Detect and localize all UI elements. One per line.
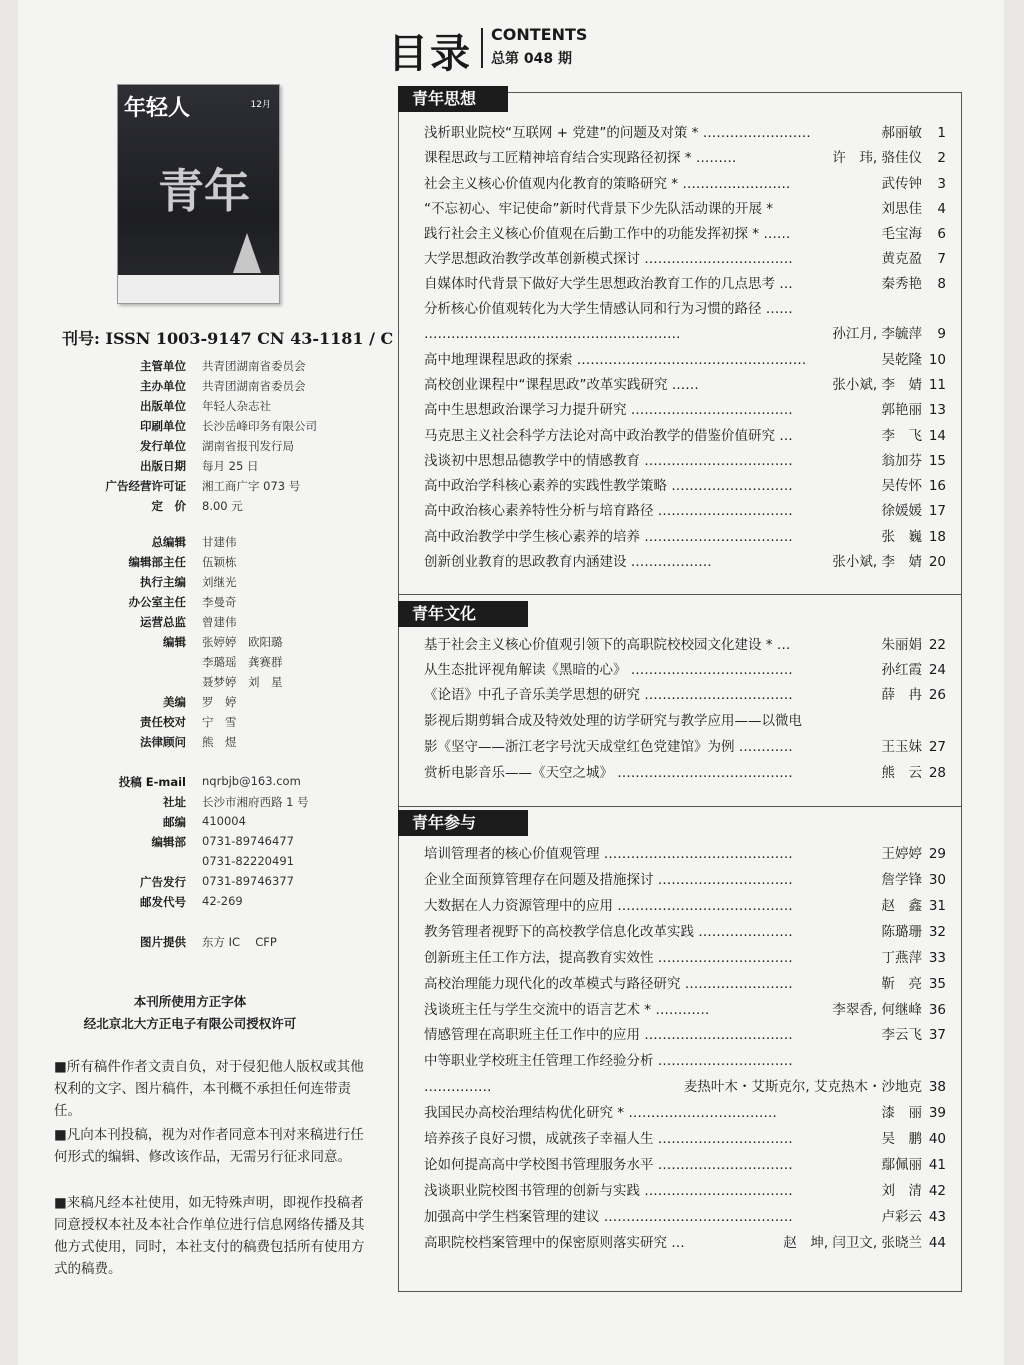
entry-page: 30 [928, 872, 946, 888]
masthead-value: 410004 [202, 814, 246, 828]
toc-entry[interactable] [424, 374, 946, 396]
entry-title: 高中政治教学中学生核心素养的培养 …………………………… [424, 529, 793, 545]
section-heading: 青年文化 [398, 601, 528, 627]
entry-page: 9 [937, 326, 946, 342]
masthead-label: 出版日期 [140, 459, 186, 473]
toc-entry[interactable] [424, 659, 946, 681]
entry-title: 高中生思想政治课学习力提升研究 ……………………………… [424, 402, 793, 418]
entry-page: 14 [928, 428, 946, 444]
entry-page: 33 [928, 950, 946, 966]
entry-page: 11 [928, 377, 946, 393]
masthead-value: 长沙市湘府西路 1 号 [202, 795, 309, 809]
entry-author: 麦热叶木・艾斯克尔, 艾克热木・沙地克 [683, 1079, 922, 1095]
entry-page: 1 [937, 125, 946, 141]
entry-author: 靳 亮 [881, 976, 922, 992]
entry-author: 漆 丽 [881, 1105, 922, 1121]
masthead-value: 张婷婷 欧阳璐 [202, 635, 283, 649]
toc-entry[interactable] [424, 762, 946, 784]
toc-entry[interactable] [424, 248, 946, 270]
entry-author: 武传钟 [881, 176, 922, 192]
toc-entry[interactable] [424, 710, 946, 732]
toc-entry[interactable] [424, 1050, 946, 1072]
toc-entry[interactable] [424, 147, 946, 169]
issn-line: 刊号: ISSN 1003-9147 CN 43-1181 / C [62, 329, 394, 348]
entry-title: …………… [424, 1079, 492, 1095]
entry-title: 从生态批评视角解读《黑暗的心》 ……………………………… [424, 662, 793, 678]
masthead-value: 8.00 元 [202, 499, 243, 513]
entry-title: 创新班主任工作方法，提高教育实效性 ………………………… [424, 950, 793, 966]
masthead-value: 罗 婷 [202, 695, 237, 709]
entry-title: 高中政治学科核心素养的实践性教学策略 ……………………… [424, 478, 793, 494]
toc-entry[interactable] [424, 895, 946, 917]
entry-title: 中等职业学校班主任管理工作经验分析 ………………………… [424, 1053, 793, 1069]
entry-page: 38 [928, 1079, 946, 1095]
entry-page: 32 [928, 924, 946, 940]
entry-page: 29 [928, 846, 946, 862]
entry-author: 熊 云 [881, 765, 922, 781]
entry-author: 徐媛媛 [881, 503, 922, 519]
title-divider [481, 28, 483, 68]
entry-page: 22 [928, 637, 946, 653]
entry-title: 基于社会主义核心价值观引领下的高职院校校园文化建设 * … [424, 637, 791, 653]
entry-title: 我国民办高校治理结构优化研究 * …………………………… [424, 1105, 777, 1121]
entry-author: 孙江月, 李毓萍 [832, 326, 922, 342]
entry-page: 39 [928, 1105, 946, 1121]
toc-entry[interactable] [424, 1102, 946, 1124]
masthead-label: 编辑部 [151, 835, 186, 849]
toc-entry[interactable] [424, 1232, 946, 1254]
entry-author: 卢彩云 [881, 1209, 922, 1225]
entry-title: 高中政治核心素养特性分析与培育路径 ………………………… [424, 503, 793, 519]
masthead-value: 曾建伟 [202, 615, 237, 629]
toc-entry[interactable] [424, 122, 946, 144]
entry-author: 王婷婷 [881, 846, 922, 862]
entry-author: 吴乾隆 [881, 352, 922, 368]
entry-author: 陈璐珊 [881, 924, 922, 940]
entry-author: 李翠香, 何继峰 [832, 1002, 922, 1018]
entry-page: 42 [928, 1183, 946, 1199]
masthead-value: 东方 IC CFP [202, 935, 277, 949]
entry-title: 培训管理者的核心价值观管理 …………………………………… [424, 846, 793, 862]
entry-title: 高校治理能力现代化的改革模式与路径研究 …………………… [424, 976, 793, 992]
masthead-label: 投稿 E-mail [118, 775, 186, 789]
masthead-label: 法律顾问 [140, 735, 186, 749]
entry-author: 鄢佩丽 [881, 1157, 922, 1173]
entry-title: 影《坚守——浙江老字号沈天成堂红色党建馆》为例 ………… [424, 739, 793, 755]
entry-author: 刘思佳 [881, 201, 922, 217]
page-title: 目录 [388, 31, 472, 77]
entry-page: 20 [928, 554, 946, 570]
masthead-label: 总编辑 [151, 535, 186, 549]
cover-title: 年轻人 [124, 96, 191, 121]
entry-title: 加强高中学生档案管理的建议 …………………………………… [424, 1209, 793, 1225]
entry-page: 18 [928, 529, 946, 545]
toc-entry[interactable] [424, 1180, 946, 1202]
entry-title: 浅谈班主任与学生交流中的语言艺术 * ………… [424, 1002, 710, 1018]
masthead-label: 编辑 [163, 635, 186, 649]
license-line-2: 经北京北大方正电子有限公司授权许可 [83, 1016, 297, 1031]
entry-title: 高中地理课程思政的探索 …………………………………………… [424, 352, 807, 368]
entry-page: 7 [937, 251, 946, 267]
entry-page: 31 [928, 898, 946, 914]
entry-title: “不忘初心、牢记使命”新时代背景下少先队活动课的开展 * [424, 201, 774, 217]
entry-author: 郝丽敏 [881, 125, 922, 141]
entry-title: 情感管理在高职班主任工作中的应用 …………………………… [424, 1027, 793, 1043]
entry-author: 黄克盈 [881, 251, 922, 267]
entry-author: 吴 鹏 [881, 1131, 922, 1147]
toc-entry[interactable] [424, 298, 946, 320]
license-line-1: 本刊所使用方正字体 [133, 994, 247, 1009]
entry-page: 35 [928, 976, 946, 992]
masthead-value: 甘建伟 [202, 535, 237, 549]
entry-page: 28 [928, 765, 946, 781]
entry-author: 赵 鑫 [881, 898, 922, 914]
entry-author: 张 巍 [881, 529, 922, 545]
masthead-value: 伍颖栋 [202, 555, 237, 569]
toc-entry[interactable] [424, 869, 946, 891]
masthead-value: 0731-82220491 [202, 854, 294, 868]
entry-title: 马克思主义社会科学方法论对高中政治教学的借鉴价值研究 … [424, 428, 793, 444]
masthead-label: 邮发代号 [140, 895, 186, 909]
toc-entry[interactable] [424, 921, 946, 943]
entry-page: 4 [937, 201, 946, 217]
notice-2: ■凡向本刊投稿，视为对作者同意本刊对来稿进行任何形式的编辑、修改该作品，无需另行征求同意。 [54, 1127, 364, 1165]
entry-page: 40 [928, 1131, 946, 1147]
masthead-value: 每月 25 日 [202, 459, 259, 473]
entry-author: 朱丽娟 [881, 637, 922, 653]
section-heading: 青年思想 [398, 86, 508, 112]
masthead-label: 发行单位 [140, 439, 186, 453]
masthead-label: 图片提供 [140, 935, 186, 949]
entry-title: 影视后期剪辑合成及特效处理的访学研究与教学应用——以微电 [424, 713, 802, 729]
entry-author: 薛 冉 [881, 687, 922, 703]
entry-page: 15 [928, 453, 946, 469]
cover-footer [118, 275, 279, 303]
toc-entry[interactable] [424, 1076, 946, 1098]
entry-page: 13 [928, 402, 946, 418]
masthead-label: 办公室主任 [128, 595, 186, 609]
tree-icon [233, 233, 261, 273]
masthead-label: 主管单位 [140, 359, 186, 373]
toc-entry[interactable] [424, 1128, 946, 1150]
toc-entry[interactable] [424, 843, 946, 865]
entry-title: 高校创业课程中“课程思政”改革实践研究 …… [424, 377, 699, 393]
toc-entry[interactable] [424, 349, 946, 371]
masthead-value: 聂梦婷 刘 星 [202, 675, 283, 689]
entry-title: 浅谈职业院校图书管理的创新与实践 …………………………… [424, 1183, 793, 1199]
masthead-value: 熊 煜 [202, 735, 237, 749]
masthead-value: 李曼奇 [202, 595, 237, 609]
entry-title: 高职院校档案管理中的保密原则落实研究 … [424, 1235, 685, 1251]
cover-month: 12月 [250, 100, 271, 110]
entry-page: 43 [928, 1209, 946, 1225]
masthead-label: 广告发行 [140, 875, 186, 889]
masthead-label: 美编 [163, 695, 186, 709]
entry-page: 6 [937, 226, 946, 242]
toc-entry[interactable] [424, 1206, 946, 1228]
cover-artwork: 青年 [158, 164, 250, 218]
toc-entry[interactable] [424, 475, 946, 497]
masthead-value: 长沙岳峰印务有限公司 [202, 419, 317, 433]
masthead-label: 主办单位 [140, 379, 186, 393]
toc-entry[interactable] [424, 1024, 946, 1046]
entry-title: 企业全面预算管理存在问题及措施探讨 ………………………… [424, 872, 793, 888]
entry-author: 许 玮, 骆佳仪 [832, 150, 922, 166]
entry-author: 秦秀艳 [881, 276, 922, 292]
masthead-value: 共青团湖南省委员会 [202, 359, 306, 373]
entry-title: 践行社会主义核心价值观在后勤工作中的功能发挥初探 * …… [424, 226, 791, 242]
entry-page: 3 [937, 176, 946, 192]
masthead-value: 李璐瑶 龚赛群 [202, 655, 283, 669]
masthead-label: 邮编 [163, 815, 186, 829]
entry-author: 郭艳丽 [881, 402, 922, 418]
entry-author: 詹学锋 [881, 872, 922, 888]
entry-page: 24 [928, 662, 946, 678]
toc-entry[interactable] [424, 684, 946, 706]
entry-title: 教务管理者视野下的高校教学信息化改革实践 ………………… [424, 924, 793, 940]
masthead-label: 运营总监 [140, 615, 186, 629]
masthead-label: 编辑部主任 [128, 555, 186, 569]
toc-entry[interactable] [424, 273, 946, 295]
masthead-value: 湘工商广字 073 号 [202, 479, 301, 493]
entry-author: 孙红霞 [881, 662, 922, 678]
entry-title: 培养孩子良好习惯，成就孩子幸福人生 ………………………… [424, 1131, 793, 1147]
entry-title: 论如何提高高中学校图书管理服务水平 ………………………… [424, 1157, 793, 1173]
entry-page: 27 [928, 739, 946, 755]
section-heading: 青年参与 [398, 810, 528, 836]
masthead-label: 定 价 [151, 499, 186, 513]
entry-page: 2 [937, 150, 946, 166]
masthead-value: 0731-89746477 [202, 834, 294, 848]
entry-page: 17 [928, 503, 946, 519]
toc-entry[interactable] [424, 551, 946, 573]
entry-title: 自媒体时代背景下做好大学生思想政治教育工作的几点思考 … [424, 276, 793, 292]
notice-1: ■所有稿件作者文责自负，对于侵犯他人版权或其他权利的文字、图片稿件，本刊概不承担任何连带责任。 [54, 1059, 364, 1119]
masthead-label: 责任校对 [140, 715, 186, 729]
masthead-value: 42-269 [202, 894, 243, 908]
entry-title: 课程思政与工匠精神培育结合实现路径初探 * ……… [424, 150, 737, 166]
toc-entry[interactable] [424, 1154, 946, 1176]
masthead-label: 出版单位 [140, 399, 186, 413]
entry-author: 李 飞 [881, 428, 922, 444]
toc-entry[interactable] [424, 425, 946, 447]
masthead-label: 印刷单位 [140, 419, 186, 433]
entry-title: 浅谈初中思想品德教学中的情感教育 …………………………… [424, 453, 793, 469]
masthead-value: nqrbjb@163.com [202, 774, 301, 788]
entry-author: 王玉妹 [881, 739, 922, 755]
entry-author: 李云飞 [881, 1027, 922, 1043]
cover-thumbnail [117, 84, 280, 304]
page-title-en: CONTENTS [491, 25, 588, 44]
entry-page: 10 [928, 352, 946, 368]
toc-entry[interactable] [424, 399, 946, 421]
entry-author: 张小斌, 李 婧 [832, 554, 922, 570]
entry-page: 41 [928, 1157, 946, 1173]
entry-page: 37 [928, 1027, 946, 1043]
masthead-value: 0731-89746377 [202, 874, 294, 888]
masthead-label: 广告经营许可证 [105, 479, 186, 493]
entry-title: 《论语》中孔子音乐美学思想的研究 …………………………… [424, 687, 793, 703]
entry-page: 26 [928, 687, 946, 703]
masthead-label: 社址 [163, 795, 186, 809]
toc-entry[interactable] [424, 999, 946, 1021]
masthead-value: 宁 雪 [202, 715, 237, 729]
toc-entry[interactable] [424, 736, 946, 758]
masthead-label: 执行主编 [140, 575, 186, 589]
entry-page: 36 [928, 1002, 946, 1018]
entry-page: 16 [928, 478, 946, 494]
masthead-value: 共青团湖南省委员会 [202, 379, 306, 393]
toc-entry[interactable] [424, 323, 946, 345]
toc-entry[interactable] [424, 223, 946, 245]
toc-entry[interactable] [424, 973, 946, 995]
toc-entry[interactable] [424, 526, 946, 548]
entry-author: 赵 坤, 闫卫文, 张晓兰 [783, 1235, 922, 1251]
section-divider [398, 594, 962, 595]
masthead-value: 年轻人杂志社 [202, 399, 271, 413]
entry-author: 丁燕萍 [881, 950, 922, 966]
entry-title: 社会主义核心价值观内化教育的策略研究 * …………………… [424, 176, 791, 192]
section-divider [398, 806, 962, 807]
toc-entry[interactable] [424, 198, 946, 220]
entry-title: 浅析职业院校“互联网 + 党建”的问题及对策 * …………………… [424, 125, 811, 141]
masthead-value: 湖南省报刊发行局 [202, 439, 294, 453]
toc-entry[interactable] [424, 634, 946, 656]
toc-entry[interactable] [424, 173, 946, 195]
entry-author: 翁加芬 [881, 453, 922, 469]
entry-page: 8 [937, 276, 946, 292]
entry-author: 张小斌, 李 婧 [832, 377, 922, 393]
entry-author: 毛宝海 [881, 226, 922, 242]
entry-title: 大数据在人力资源管理中的应用 ………………………………… [424, 898, 793, 914]
notice-3: ■来稿凡经本社使用，如无特殊声明，即视作投稿者同意授权本社及本社合作单位进行信息网络传播及其他方式使用，同时，本社支付的稿费包括所有使用方式的稿费。 [54, 1195, 365, 1277]
entry-title: ………………………………………………… [424, 326, 681, 342]
entry-title: 创新创业教育的思政教育内涵建设 ……………… [424, 554, 712, 570]
toc-entry[interactable] [424, 947, 946, 969]
entry-author: 刘 清 [881, 1183, 922, 1199]
toc-entry[interactable] [424, 500, 946, 522]
entry-title: 赏析电影音乐——《天空之城》 ………………………………… [424, 765, 793, 781]
entry-title: 分析核心价值观转化为大学生情感认同和行为习惯的路径 …… [424, 301, 793, 317]
toc-entry[interactable] [424, 450, 946, 472]
entry-page: 44 [928, 1235, 946, 1251]
entry-title: 大学思想政治教学改革创新模式探讨 …………………………… [424, 251, 793, 267]
entry-author: 吴传怀 [881, 478, 922, 494]
masthead-value: 刘继光 [202, 575, 237, 589]
issue-number: 总第 048 期 [491, 51, 572, 67]
